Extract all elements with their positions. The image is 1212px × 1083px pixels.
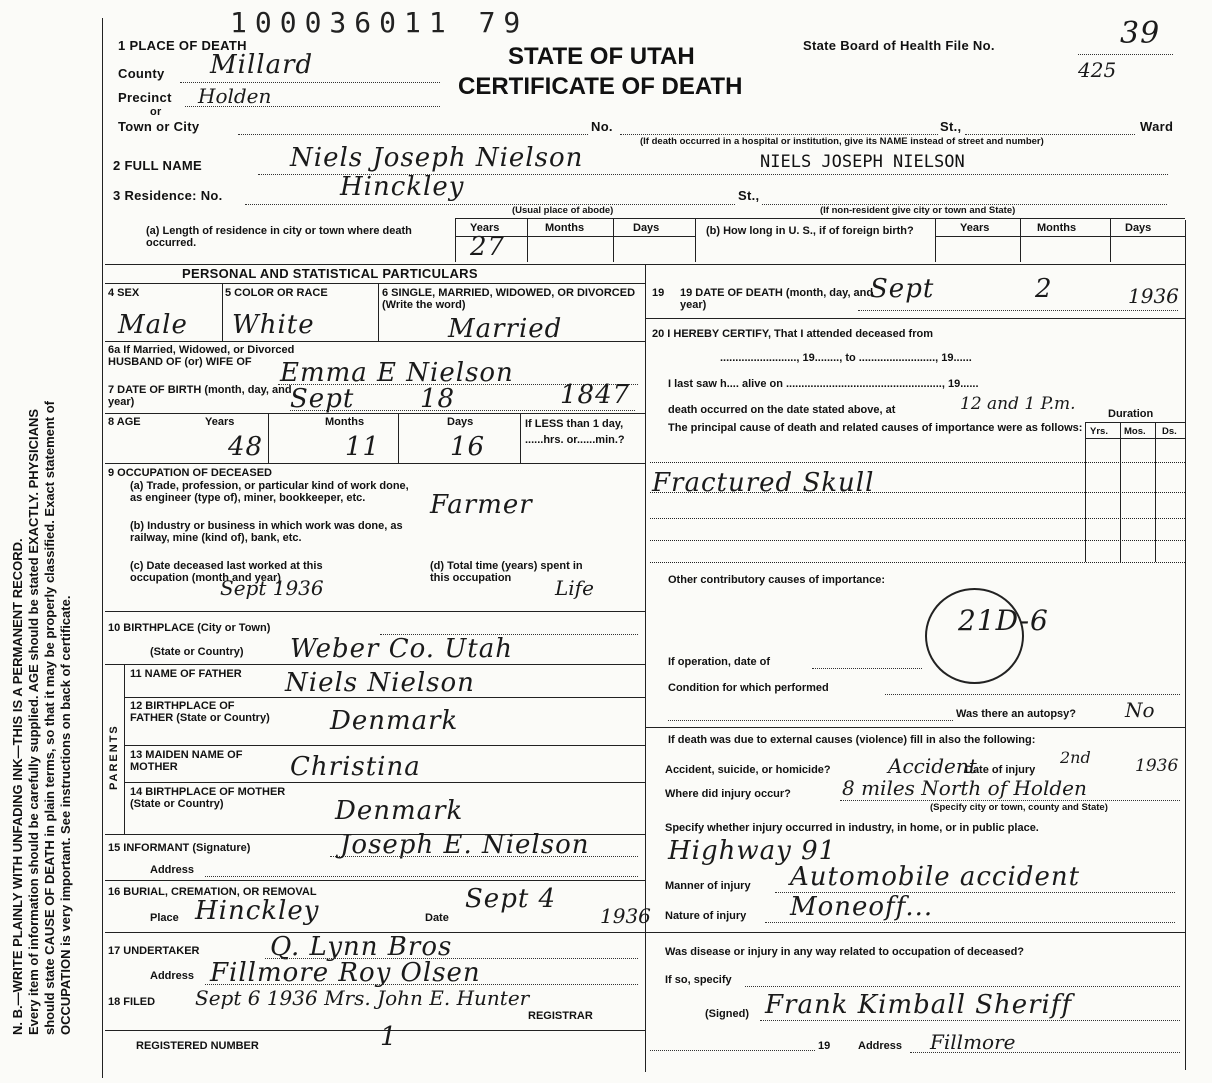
ward-label: Ward (1140, 119, 1174, 134)
dur-ds: Ds. (1162, 426, 1177, 437)
injury-date-label: Date of injury (965, 764, 1036, 776)
age-years-label: Years (205, 416, 235, 428)
last-saw: I last saw h.... alive on ..................................................., 19...... (668, 378, 979, 390)
mother-label: 13 MAIDEN NAME OF MOTHER (130, 749, 243, 773)
manner-label: Manner of injury (665, 880, 751, 892)
dob-label: 7 DATE OF BIRTH (month, day, and year) (108, 384, 292, 408)
length-residence-label: (a) Length of residence in city or town where death occurred. (146, 225, 412, 249)
signed-label: (Signed) (705, 1008, 749, 1020)
age-days-label: Days (447, 416, 474, 428)
res-days-label: Days (633, 222, 660, 234)
file-no-value: 39 (1120, 16, 1161, 51)
father-birthplace-value: Denmark (330, 706, 459, 736)
external-causes-label: If death was due to external causes (violence) fill in also the following: (668, 734, 1036, 746)
filed-label: 18 FILED (108, 996, 156, 1008)
residence-st-label: St., (738, 188, 760, 203)
cause-value: Fractured Skull (652, 468, 875, 498)
autopsy-label: Was there an autopsy? (956, 708, 1077, 720)
informant-label: 15 INFORMANT (Signature) (108, 842, 251, 854)
spouse-value: Emma E Nielson (280, 358, 514, 388)
code-value: 21D-6 (958, 604, 1049, 637)
occurred-value: 12 and 1 P.m. (960, 394, 1076, 414)
usual-abode-note: (Usual place of abode) (512, 205, 614, 216)
f-years-label: Years (960, 222, 990, 234)
father-value: Niels Nielson (285, 668, 475, 698)
age-months-label: Months (325, 416, 365, 428)
principal-cause-label: The principal cause of death and related causes of importance were as follows: (668, 422, 1083, 434)
middle-divider (645, 264, 646, 1072)
signer-address-label: Address (858, 1040, 903, 1052)
occupation-c-value: Sept 1936 (220, 576, 324, 600)
burial-label: 16 BURIAL, CREMATION, OR REMOVAL (108, 886, 317, 898)
accident-label: Accident, suicide, or homicide? (665, 764, 831, 776)
undertaker-address-value: Fillmore Roy Olsen (210, 958, 481, 988)
burial-date-label: Date (425, 912, 449, 924)
related-label: Was disease or injury in any way related to occupation of deceased? (665, 946, 1025, 958)
side-note-line-3: should state CAUSE OF DEATH in plain terms, so that it may be properly classified. Exact statement of (42, 400, 57, 1035)
operation-label: If operation, date of (668, 656, 771, 668)
no-label: No. (591, 119, 613, 134)
burial-place-value: Hinckley (195, 896, 320, 926)
res-months-label: Months (545, 222, 585, 234)
where-value: 8 miles North of Holden (842, 776, 1087, 800)
burial-date-value: Sept 4 (465, 884, 557, 914)
serial-number: 100036011 79 (230, 6, 529, 39)
injury-date-value: 2nd (1060, 748, 1091, 767)
county-value: Millard (210, 50, 314, 80)
dod-year: 1936 (1128, 284, 1179, 308)
age-label: 8 AGE (108, 416, 141, 428)
manner-value: Automobile accident (790, 862, 1081, 892)
side-note-line-2: Every item of information should be carefully supplied. AGE should be stated EXACTLY. PHYSICIANS (26, 408, 41, 1035)
specify-label: Specify whether injury occurred in industry, in home, or in public place. (665, 822, 1039, 834)
undertaker-value: Q. Lynn Bros (270, 932, 453, 962)
signer-address-value: Fillmore (930, 1030, 1016, 1054)
occupation-d-value: Life (555, 576, 594, 600)
dod-day: 2 (1035, 274, 1053, 304)
f-months-label: Months (1037, 222, 1077, 234)
right-border-line (1185, 220, 1186, 1070)
dod-num: 19 (652, 287, 665, 299)
spouse-label: 6a If Married, Widowed, or Divorced HUSBAND OF (or) WIFE OF (108, 344, 295, 368)
sex-label: 4 SEX (108, 287, 140, 299)
st-label: St., (940, 119, 962, 134)
mother-value: Christina (290, 752, 421, 782)
marital-label: 6 SINGLE, MARRIED, WIDOWED, OR DIVORCED (Write the word) (382, 287, 636, 311)
place-of-death-heading: 1 PLACE OF DEATH (118, 38, 247, 53)
contributory-label: Other contributory causes of importance: (668, 574, 885, 586)
marital-value: Married (448, 314, 563, 344)
autopsy-value: No (1125, 698, 1155, 722)
less-than-label: If LESS than 1 day, ......hrs. or......min.? (525, 418, 625, 446)
precinct-label: Precinct (118, 90, 172, 105)
injury-year-value: 1936 (1135, 756, 1179, 776)
personal-heading: PERSONAL AND STATISTICAL PARTICULARS (182, 266, 478, 281)
mother-birthplace-label: 14 BIRTHPLACE OF MOTHER (State or Country) (130, 786, 286, 810)
if-so-label: If so, specify (665, 974, 732, 986)
full-name-label: 2 FULL NAME (113, 158, 203, 173)
condition-label: Condition for which performed (668, 682, 829, 694)
left-margin-line (102, 18, 103, 1078)
color-label: 5 COLOR OR RACE (225, 287, 328, 299)
parents-side-label: PARENTS (108, 724, 120, 790)
filed-value: Sept 6 1936 Mrs. John E. Hunter (195, 986, 530, 1010)
occupation-label: 9 OCCUPATION OF DECEASED (108, 467, 272, 479)
file-no-sub: 425 (1078, 58, 1117, 82)
color-value: White (232, 310, 315, 340)
birthplace-state-label: (State or Country) (150, 646, 244, 658)
occupation-value: Farmer (430, 490, 533, 520)
occupation-c-label: (c) Date deceased last worked at this occupation (month and year) (130, 560, 323, 584)
mother-birthplace-value: Denmark (335, 796, 464, 826)
title-certificate: CERTIFICATE OF DEATH (458, 73, 743, 100)
nature-value: Moneoff... (790, 892, 934, 922)
informant-value: Joseph E. Nielson (340, 830, 590, 860)
sex-value: Male (118, 310, 188, 340)
dob-year: 1847 (560, 380, 631, 410)
reg-number-label: REGISTERED NUMBER (136, 1040, 259, 1052)
father-birthplace-label: 12 BIRTHPLACE OF FATHER (State or Country) (130, 700, 270, 724)
side-instruction-note (10, 0, 74, 1075)
f-days-label: Days (1125, 222, 1152, 234)
dur-mos: Mos. (1124, 426, 1146, 437)
birthplace-label: 10 BIRTHPLACE (City or Town) (108, 622, 271, 634)
nonresident-note: (If non-resident give city or town and State) (820, 205, 1016, 216)
certify-label: 20 I HEREBY CERTIFY, That I attended deceased from (652, 328, 933, 340)
registrar-label: REGISTRAR (528, 1010, 593, 1022)
father-label: 11 NAME OF FATHER (130, 668, 242, 680)
occupation-a-label: (a) Trade, profession, or particular kind of work done, as engineer (type of), miner, bookkeeper, etc. (130, 480, 409, 504)
nineteen-label: 19 (818, 1040, 831, 1052)
specify-value: Highway 91 (668, 836, 837, 866)
where-note: (Specify city or town, county and State) (930, 802, 1108, 813)
or-label: or (150, 106, 162, 118)
file-no-label: State Board of Health File No. (803, 38, 995, 53)
title-state: STATE OF UTAH (508, 43, 695, 70)
birthplace-value: Weber Co. Utah (290, 634, 513, 664)
hospital-note: (If death occurred in a hospital or institution, give its NAME instead of street and number) (640, 136, 1044, 147)
where-label: Where did injury occur? (665, 788, 791, 800)
certify-row2: ........................., 19........, to ........................., 19...... (720, 352, 972, 364)
reg-number-value: 1 (380, 1022, 398, 1052)
occupation-b-label: (b) Industry or business in which work was done, as railway, mine (kind of), bank, etc. (130, 520, 403, 544)
burial-year-value: 1936 (600, 904, 651, 928)
age-days: 16 (450, 432, 486, 462)
dob-day: 18 (420, 384, 456, 414)
dod-label: 19 DATE OF DEATH (month, day, and year) (680, 287, 874, 311)
residence-label: 3 Residence: No. (113, 188, 223, 203)
side-note-line-1: N. B.—WRITE PLAINLY WITH UNFADING INK—THIS IS A PERMANENT RECORD. (10, 538, 25, 1035)
town-label: Town or City (118, 119, 200, 134)
full-name-typed: NIELS JOSEPH NIELSON (760, 152, 965, 172)
precinct-value: Holden (198, 84, 272, 108)
undertaker-label: 17 UNDERTAKER (108, 945, 200, 957)
residence-value: Hinckley (340, 172, 465, 202)
county-label: County (118, 66, 165, 81)
res-years-value: 27 (470, 232, 506, 262)
full-name-handwritten: Niels Joseph Nielson (290, 143, 584, 173)
dod-month: Sept (870, 274, 935, 304)
accident-value: Accident (888, 754, 977, 778)
age-years: 48 (228, 432, 264, 462)
occurred-label: death occurred on the date stated above, at (668, 404, 896, 416)
occupation-d-label: (d) Total time (years) spent in this occupation (430, 560, 583, 584)
undertaker-address-label: Address (150, 970, 195, 982)
nature-label: Nature of injury (665, 910, 747, 922)
side-note-line-4: OCCUPATION is very important. See instructions on back of certificate. (58, 595, 73, 1035)
dur-yrs: Yrs. (1090, 426, 1108, 437)
duration-label: Duration (1108, 408, 1154, 420)
signed-value: Frank Kimball Sheriff (765, 990, 1073, 1020)
foreign-birth-label: (b) How long in U. S., if of foreign birth? (706, 225, 914, 237)
informant-address-label: Address (150, 864, 195, 876)
burial-place-label: Place (150, 912, 179, 924)
dob-month: Sept (290, 384, 355, 414)
res-years-label: Years (470, 222, 500, 234)
age-months: 11 (345, 432, 381, 462)
